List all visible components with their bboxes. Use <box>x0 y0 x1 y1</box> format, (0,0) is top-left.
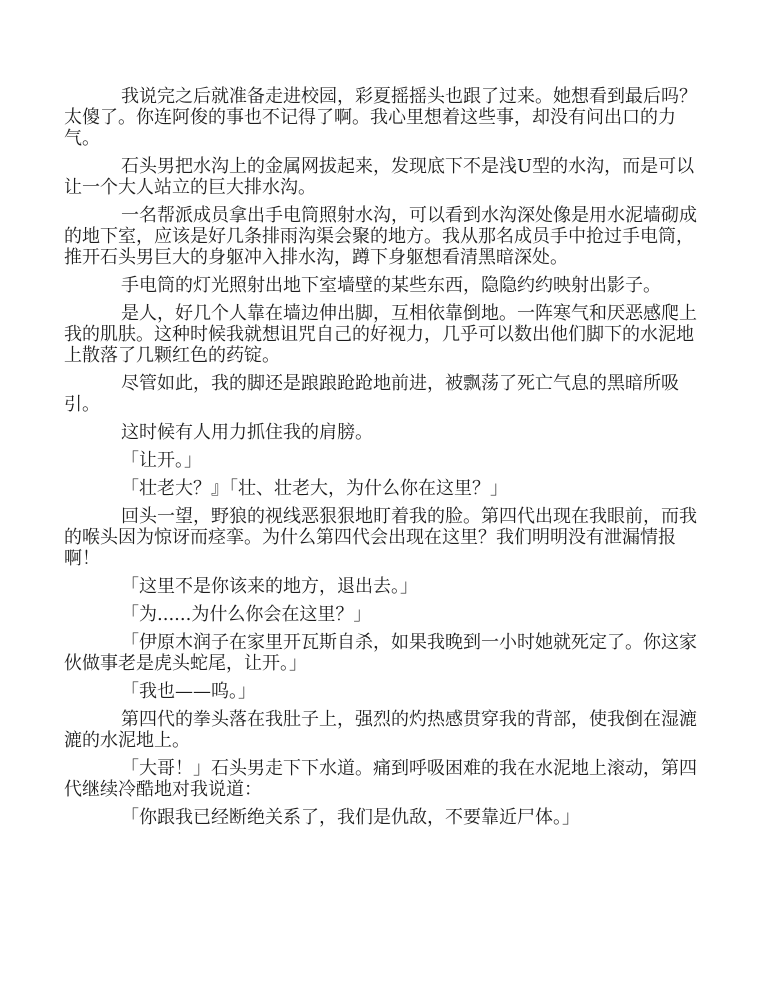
paragraph: 回头一望，野狼的视线恶狠狠地盯着我的脸。第四代出现在我眼前，而我的喉头因为惊讶而痉挛。为什么第四代会出现在这里？我们明明没有泄漏情报啊！ <box>64 506 697 569</box>
paragraph: 「你跟我已经断绝关系了，我们是仇敌，不要靠近尸体。」 <box>121 807 580 828</box>
paragraph: 「大哥！」石头男走下下水道。痛到呼吸困难的我在水泥地上滚动，第四代继续冷酷地对我说道： <box>64 758 697 800</box>
paragraph: 尽管如此，我的脚还是踉踉跄跄地前进，被飘荡了死亡气息的黑暗所吸引。 <box>64 373 679 415</box>
paragraph: 一名帮派成员拿出手电筒照射水沟，可以看到水沟深处像是用水泥墙砌成的地下室，应该是好几条排雨沟渠会聚的地方。我从那名成员手中抢过手电筒，推开石头男巨大的身躯冲入排水沟，蹲下身躯想看清黑暗深处。 <box>64 205 697 268</box>
paragraph: 第四代的拳头落在我肚子上，强烈的灼热感贯穿我的背部，使我倒在湿漉漉的水泥地上。 <box>64 709 697 751</box>
paragraph: 「为......为什么你会在这里？」 <box>121 604 372 625</box>
paragraph: 石头男把水沟上的金属网拔起来，发现底下不是浅U型的水沟，而是可以让一个大人站立的巨大排水沟。 <box>64 156 695 198</box>
paragraph: 这时候有人用力抓住我的肩膀。 <box>121 422 373 443</box>
paragraph: 「壮老大？』「壮、壮老大，为什么你在这里？」 <box>121 478 508 499</box>
paragraph: 「让开。」 <box>121 450 202 471</box>
paragraph: 「我也——呜。」 <box>121 681 256 702</box>
paragraph: 「这里不是你该来的地方，退出去。」 <box>121 576 418 597</box>
paragraph: 手电筒的灯光照射出地下室墙壁的某些东西，隐隐约约映射出影子。 <box>121 275 661 296</box>
paragraph: 我说完之后就准备走进校园，彩夏摇摇头也跟了过来。她想看到最后吗？太傻了。你连阿俊的事也不记得了啊。我心里想着这些事，却没有问出口的力气。 <box>64 86 697 149</box>
paragraph: 是人，好几个人靠在墙边伸出脚，互相依靠倒地。一阵寒气和厌恶感爬上我的肌肤。这种时候我就想诅咒自己的好视力，几乎可以数出他们脚下的水泥地上散落了几颗红色的药锭。 <box>64 303 697 366</box>
paragraph: 「伊原木润子在家里开瓦斯自杀，如果我晚到一小时她就死定了。你这家伙做事老是虎头蛇尾，让开。」 <box>64 632 697 674</box>
novel-text-block <box>64 86 709 828</box>
